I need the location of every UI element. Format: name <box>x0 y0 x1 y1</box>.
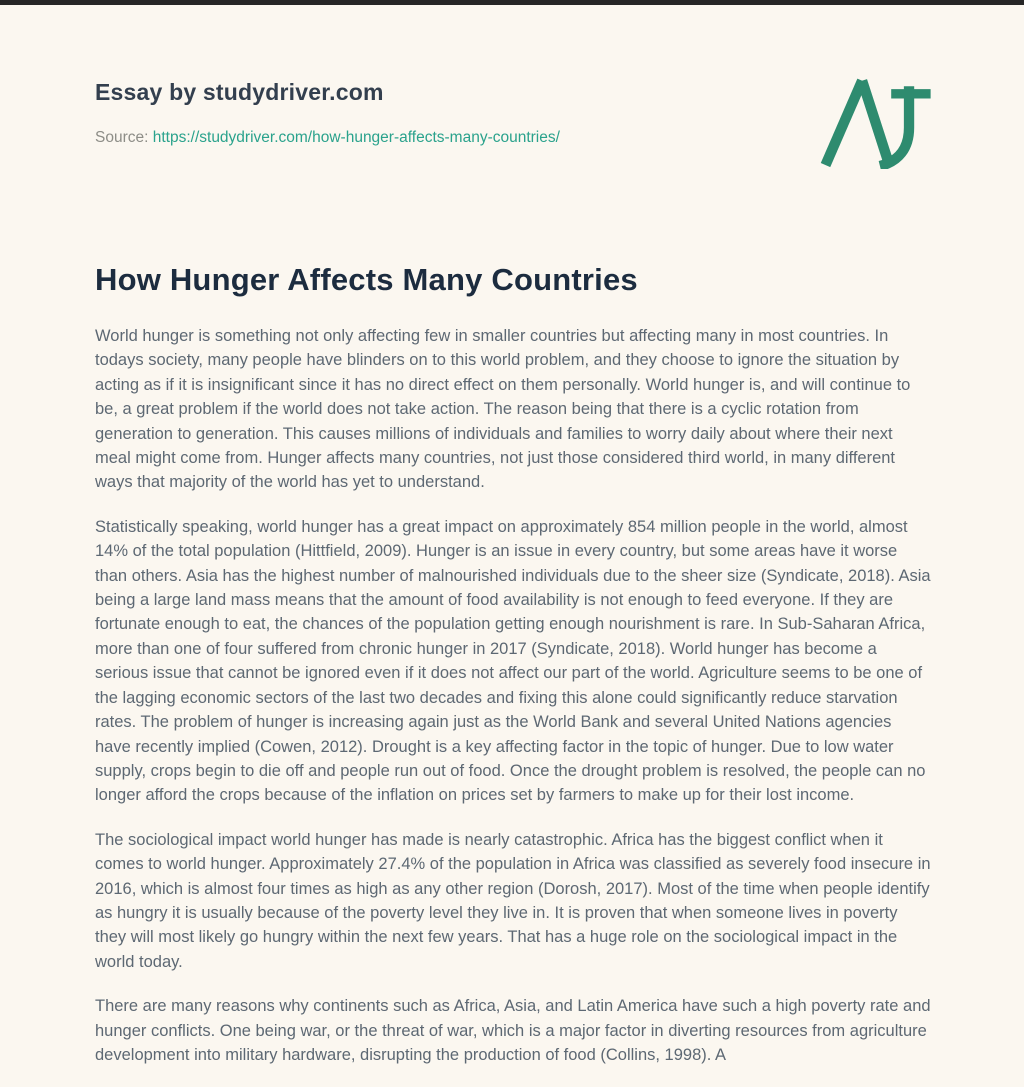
paragraph-3: The sociological impact world hunger has made is nearly catastrophic. Africa has the biggest conflict when it comes to world hunger. Approximately 27.4% of the population in Africa was classified as severely food insecure in 2016, which is almost four times as high as any other region (Dorosh, 2017). Most of the time when people identify as hungry it is usually because of the poverty level they live in. It is proven that when someone lives in poverty they will most likely go hungry within the next few years. That has a huge role on the sociological impact in the world today. <box>95 830 931 971</box>
source-label: Source: <box>95 129 149 146</box>
source-line <box>95 129 931 147</box>
source-url-link[interactable]: https://studydriver.com/how-hunger-affects-many-countries/ <box>152 129 560 146</box>
essay-byline: Essay by studydriver.com <box>95 79 384 105</box>
article-body <box>95 324 931 1067</box>
article-title: How Hunger Affects Many Countries <box>95 262 638 297</box>
paragraph-1: World hunger is something not only affecting few in smaller countries but affecting many in most countries. In todays society, many people have blinders on to this world problem, and they choose to ignore the situation by acting as if it is insignificant since it has no direct effect on them personally. World hunger is, and will continue to be, a great problem if the world does not take action. The reason being that there is a cyclic rotation from generation to generation. This causes millions of individuals and families to worry daily about where their next meal might come from. Hunger affects many countries, not just those considered third world, in many different ways that majority of the world has yet to understand. <box>95 327 911 492</box>
paragraph-4: There are many reasons why continents such as Africa, Asia, and Latin America have such a high poverty rate and hunger conflicts. One being war, or the threat of war, which is a major factor in diverting resources from agriculture development into military hardware, disrupting the production of food (Collins, 1998). A <box>95 997 931 1064</box>
paragraph-2: Statistically speaking, world hunger has a great impact on approximately 854 million people in the world, almost 14% of the total population (Hittfield, 2009). Hunger is an issue in every country, but some areas have it worse than others. Asia has the highest number of malnourished individuals due to the sheer size (Syndicate, 2018). Asia being a large land mass means that the amount of food availability is not enough to feed everyone. If they are fortunate enough to eat, the chances of the population getting enough nourishment is rare. In Sub-Saharan Africa, more than one of four suffered from chronic hunger in 2017 (Syndicate, 2018). World hunger has become a serious issue that cannot be ignored even if it does not affect our part of the world. Agriculture seems to be one of the lagging economic sectors of the last two decades and fixing this alone could significantly reduce starvation rates. The problem of hunger is increasing again just as the World Bank and several United Nations agencies have recently implied (Cowen, 2012). Drought is a key affecting factor in the topic of hunger. Due to low water supply, crops begin to die off and people run out of food. Once the drought problem is resolved, the people can no longer afford the crops because of the inflation on prices set by farmers to make up for their lost income. <box>95 517 931 805</box>
document-content <box>95 5 931 1087</box>
